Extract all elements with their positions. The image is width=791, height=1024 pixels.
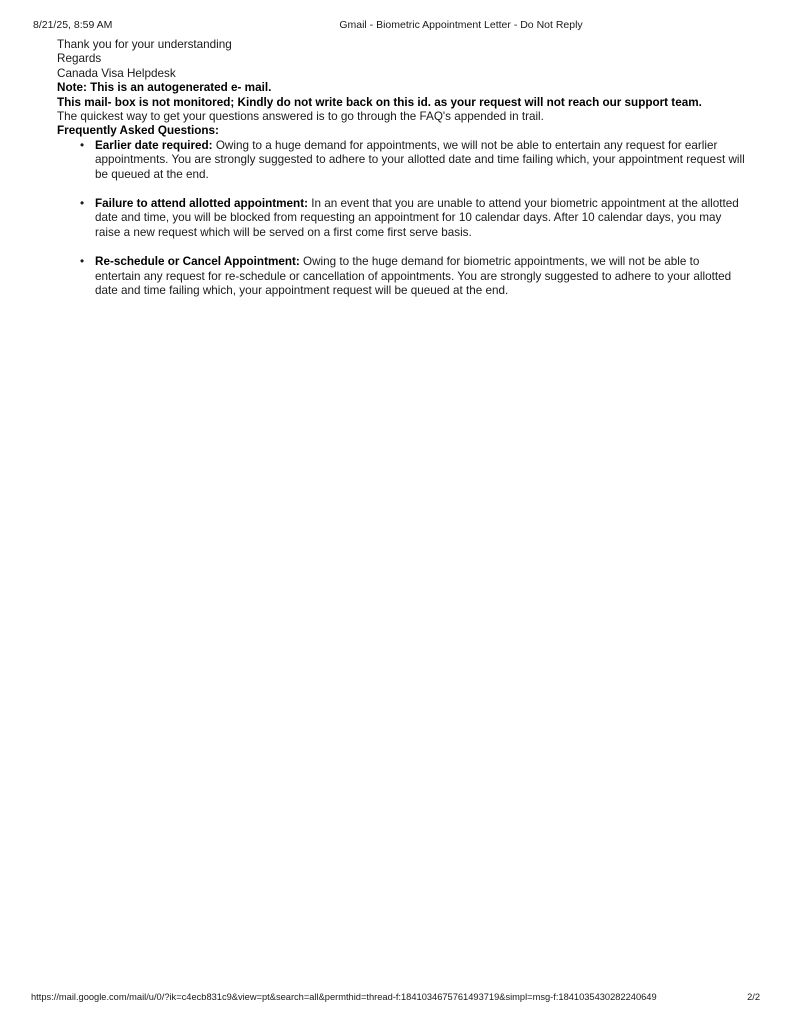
- faq-list: [57, 139, 745, 299]
- print-footer-url: https://mail.google.com/mail/u/0/?ik=c4ecb831c9&view=pt&search=all&permthid=thread-f:1841034675761493719&simpl=msg-f:1841035430282240649: [31, 992, 657, 1002]
- bullet-icon: •: [80, 197, 85, 211]
- thanks-line: Thank you for your understanding: [57, 38, 232, 51]
- faq-item-earlier-date: [57, 139, 745, 182]
- faq-item-text: Owing to a huge demand for appointments, we will not be able to entertain any request for earlier appointments. You are strongly suggested to adhere to your allotted date and time failing which, your appointment request will be queued at the end.: [95, 138, 745, 181]
- email-body: [57, 38, 745, 314]
- faq-item-label: Failure to attend allotted appointment:: [95, 197, 308, 211]
- print-header-title: Gmail - Biometric Appointment Letter - Do Not Reply: [339, 19, 583, 31]
- bullet-icon: •: [80, 255, 85, 269]
- signature-line: Canada Visa Helpdesk: [57, 66, 176, 80]
- print-footer-page-number: 2/2: [747, 992, 760, 1002]
- mailbox-not-monitored-note: This mail- box is not monitored; Kindly do not write back on this id. as your request will not reach our support team.: [57, 95, 702, 109]
- faq-item-failure-to-attend: [57, 197, 745, 240]
- faq-item-text: Owing to the huge demand for biometric appointments, we will not be able to entertain any request for re-schedule or cancellation of appointments. You are strongly suggested to adhere to your allotted date and time failing which, your appointment request will be queued at the end.: [95, 255, 732, 298]
- bullet-icon: •: [80, 138, 85, 152]
- autogenerated-note: Note: This is an autogenerated e- mail.: [57, 81, 272, 95]
- faq-item-text: In an event that you are unable to attend your biometric appointment at the allotted date and time, you will be blocked from requesting an appointment for 10 calendar days. After 10 calendar days, you may raise a new request which will be served on a first come first serve basis.: [95, 197, 739, 239]
- faq-item-label: Re-schedule or Cancel Appointment:: [95, 255, 300, 269]
- faq-item-reschedule-cancel: [57, 255, 745, 298]
- regards-line: Regards: [57, 52, 102, 66]
- print-header-datetime: 8/21/25, 8:59 AM: [33, 19, 113, 31]
- faq-heading: Frequently Asked Questions:: [57, 124, 219, 138]
- faq-item-label: Earlier date required:: [95, 138, 213, 152]
- faq-intro-line: The quickest way to get your questions answered is to go through the FAQ's appended in trail.: [57, 110, 544, 124]
